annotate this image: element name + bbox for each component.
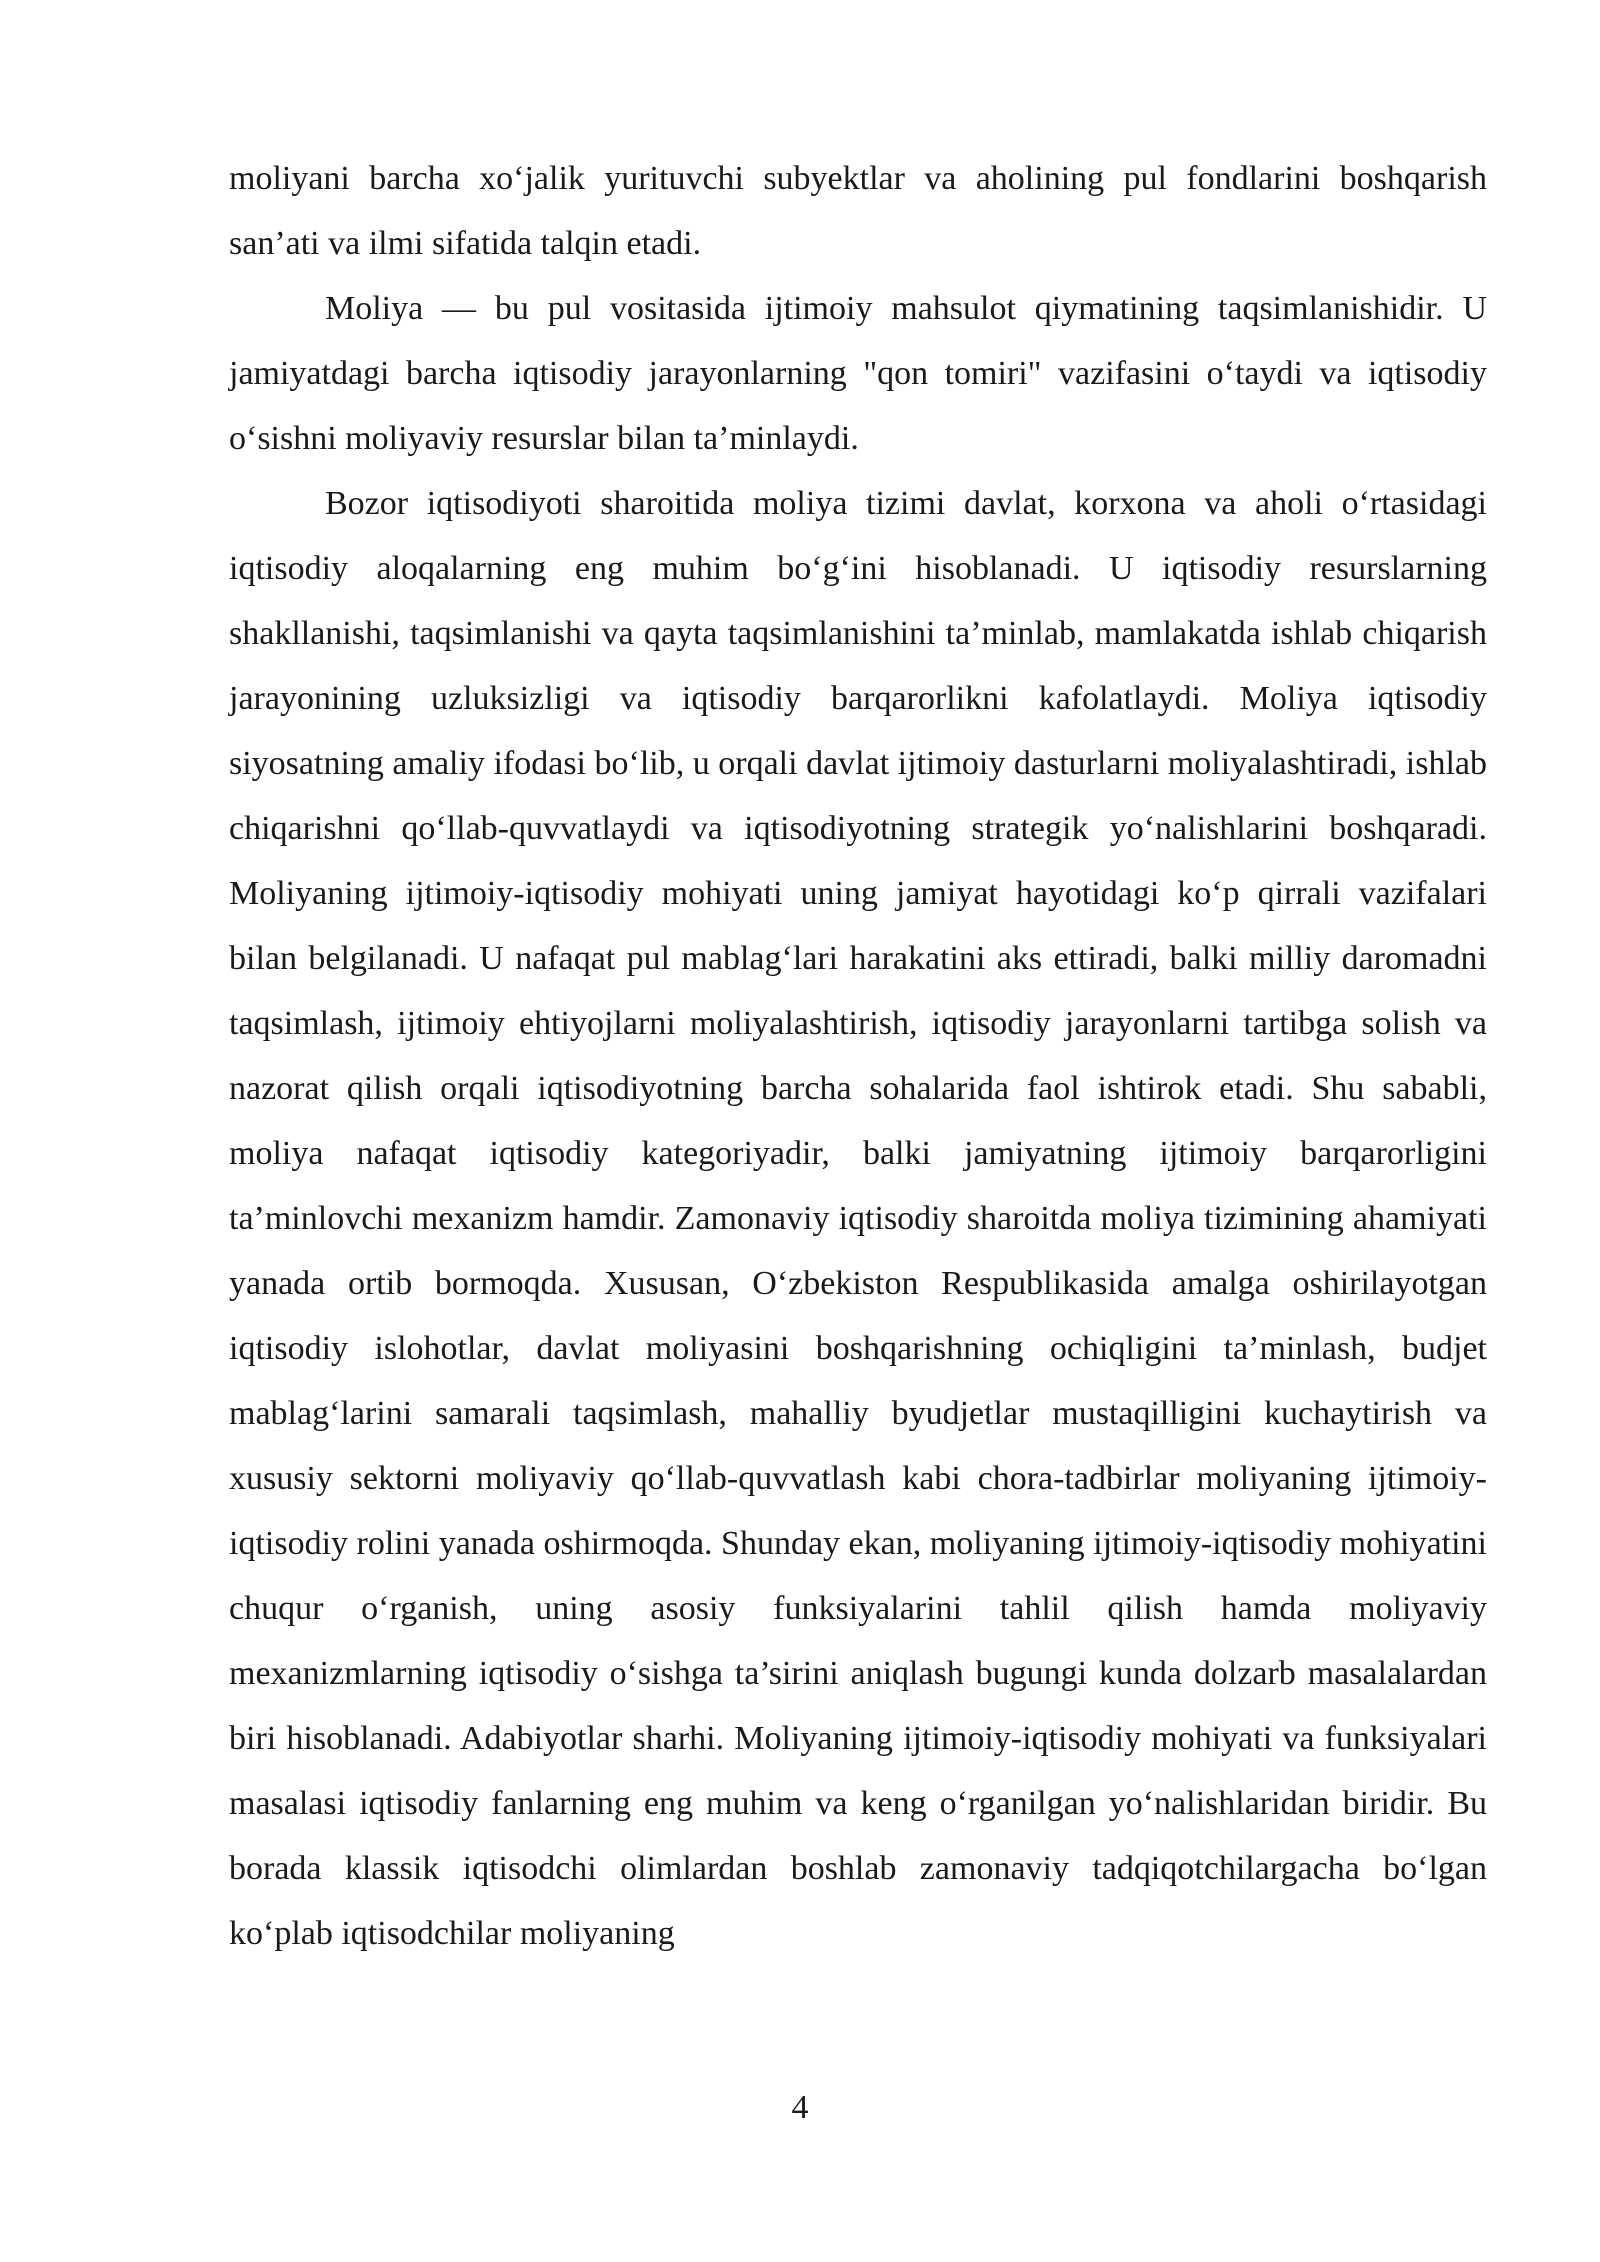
body-text bbox=[229, 146, 1487, 1966]
page-number: 4 bbox=[791, 2089, 809, 2126]
paragraph-continuation: moliyani barcha xo‘jalik yurituvchi subyektlar va aholining pul fondlarini boshqarish san’ati va ilmi sifatida talqin etadi. bbox=[229, 160, 1487, 262]
paragraph-definition: Moliya — bu pul vositasida ijtimoiy mahsulot qiymatining taqsimlanishidir. U jamiyatdagi barcha iqtisodiy jarayonlarning "qon tomiri" vazifasini o‘taydi va iqtisodiy o‘sishni moliyaviy resurslar bilan ta’minlaydi. bbox=[229, 290, 1487, 457]
paragraph-market-economy: Bozor iqtisodiyoti sharoitida moliya tizimi davlat, korxona va aholi o‘rtasidagi iqtisodiy aloqalarning eng muhim bo‘g‘ini hisoblanadi. U iqtisodiy resurslarning shakllanishi, taqsimlanishi va qayta taqsimlanishini ta’minlab, mamlakatda ishlab chiqarish jarayonining uzluksizligi va iqtisodiy barqarorlikni kafolatlaydi. Moliya iqtisodiy siyosatning amaliy ifodasi bo‘lib, u orqali davlat ijtimoiy dasturlarni moliyalashtiradi, ishlab chiqarishni qo‘llab-quvvatlaydi va iqtisodiyotning strategik yo‘nalishlarini boshqaradi. Moliyaning ijtimoiy-iqtisodiy mohiyati uning jamiyat hayotidagi ko‘p qirrali vazifalari bilan belgilanadi. U nafaqat pul mablag‘lari harakatini aks ettiradi, balki milliy daromadni taqsimlash, ijtimoiy ehtiyojlarni moliyalashtirish, iqtisodiy jarayonlarni tartibga solish va nazorat qilish orqali iqtisodiyotning barcha sohalarida faol ishtirok etadi. Shu sababli, moliya nafaqat iqtisodiy kategoriyadir, balki jamiyatning ijtimoiy barqarorligini ta’minlovchi mexanizm hamdir. Zamonaviy iqtisodiy sharoitda moliya tizimining ahamiyati yanada ortib bormoqda. Xususan, O‘zbekiston Respublikasida amalga oshirilayotgan iqtisodiy islohotlar, davlat moliyasini boshqarishning ochiqligini ta’minlash, budjet mablag‘larini samarali taqsimlash, mahalliy byudjetlar mustaqilligini kuchaytirish va xususiy sektorni moliyaviy qo‘llab-quvvatlash kabi chora-tadbirlar moliyaning ijtimoiy-iqtisodiy rolini yanada oshirmoqda. Shunday ekan, moliyaning ijtimoiy-iqtisodiy mohiyatini chuqur o‘rganish, uning asosiy funksiyalarini tahlil qilish hamda moliyaviy mexanizmlarning iqtisodiy o‘sishga ta’sirini aniqlash bugungi kunda dolzarb masalalardan biri hisoblanadi. Adabiyotlar sharhi. Moliyaning ijtimoiy-iqtisodiy mohiyati va funksiyalari masalasi iqtisodiy fanlarning eng muhim va keng o‘rganilgan yo‘nalishlaridan biridir. Bu borada klassik iqtisodchi olimlardan boshlab zamonaviy tadqiqotchilargacha bo‘lgan ko‘plab iqtisodchilar moliyaning bbox=[229, 485, 1487, 1952]
